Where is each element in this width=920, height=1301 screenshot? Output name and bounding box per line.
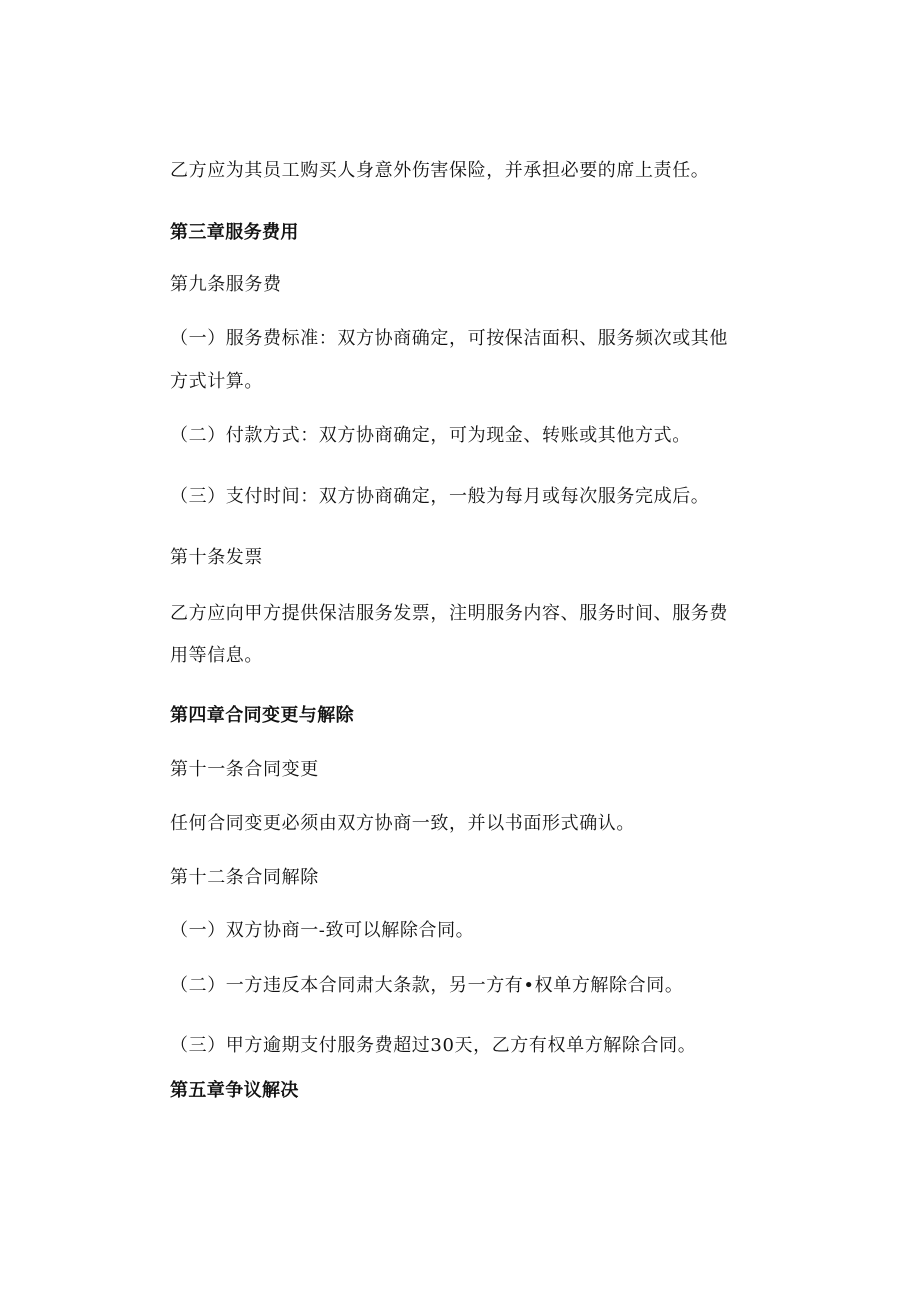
article-9-title: 第九条服务费: [170, 274, 282, 295]
article-10-body-line-1: 乙方应向甲方提供保洁服务发票，注明服务内容、服务时间、服务费: [170, 603, 728, 624]
article-11-body: 任何合同变更必须由双方协商一致，并以书面形式确认。: [170, 813, 635, 834]
article-11-title: 第十一条合同变更: [170, 759, 319, 780]
article-12-title: 第十二条合同解除: [170, 867, 319, 888]
article-10-title: 第十条发票: [170, 547, 263, 568]
article-12-item-3: （三）甲方逾期支付服务费超过30天，乙方有权单方解除合同。: [170, 1035, 697, 1056]
article-10-body-line-2: 用等信息。: [170, 645, 263, 666]
article-9-item-1-line-1: （一）服务费标准：双方协商确定，可按保洁面积、服务频次或其他: [170, 328, 728, 349]
chapter-3-title: 第三章服务费用: [170, 222, 299, 243]
article-9-item-3: （三）支付时间：双方协商确定，一般为每月或每次服务完成后。: [170, 486, 710, 507]
article-9-item-1-line-2: 方式计算。: [170, 371, 263, 392]
article-9-item-2: （二）付款方式：双方协商确定，可为现金、转账或其他方式。: [170, 425, 691, 446]
article-12-item-2: （二）一方违反本合同肃大条款，另一方有•权单方解除合同。: [170, 975, 684, 996]
chapter-4-title: 第四章合同变更与解除: [170, 705, 354, 726]
paragraph-insurance: 乙方应为其员工购买人身意外伤害保险，并承担必要的席上责任。: [170, 160, 710, 181]
chapter-5-title: 第五章争议解决: [170, 1080, 299, 1101]
article-12-item-1: （一）双方协商一-致可以解除合同。: [170, 920, 475, 941]
